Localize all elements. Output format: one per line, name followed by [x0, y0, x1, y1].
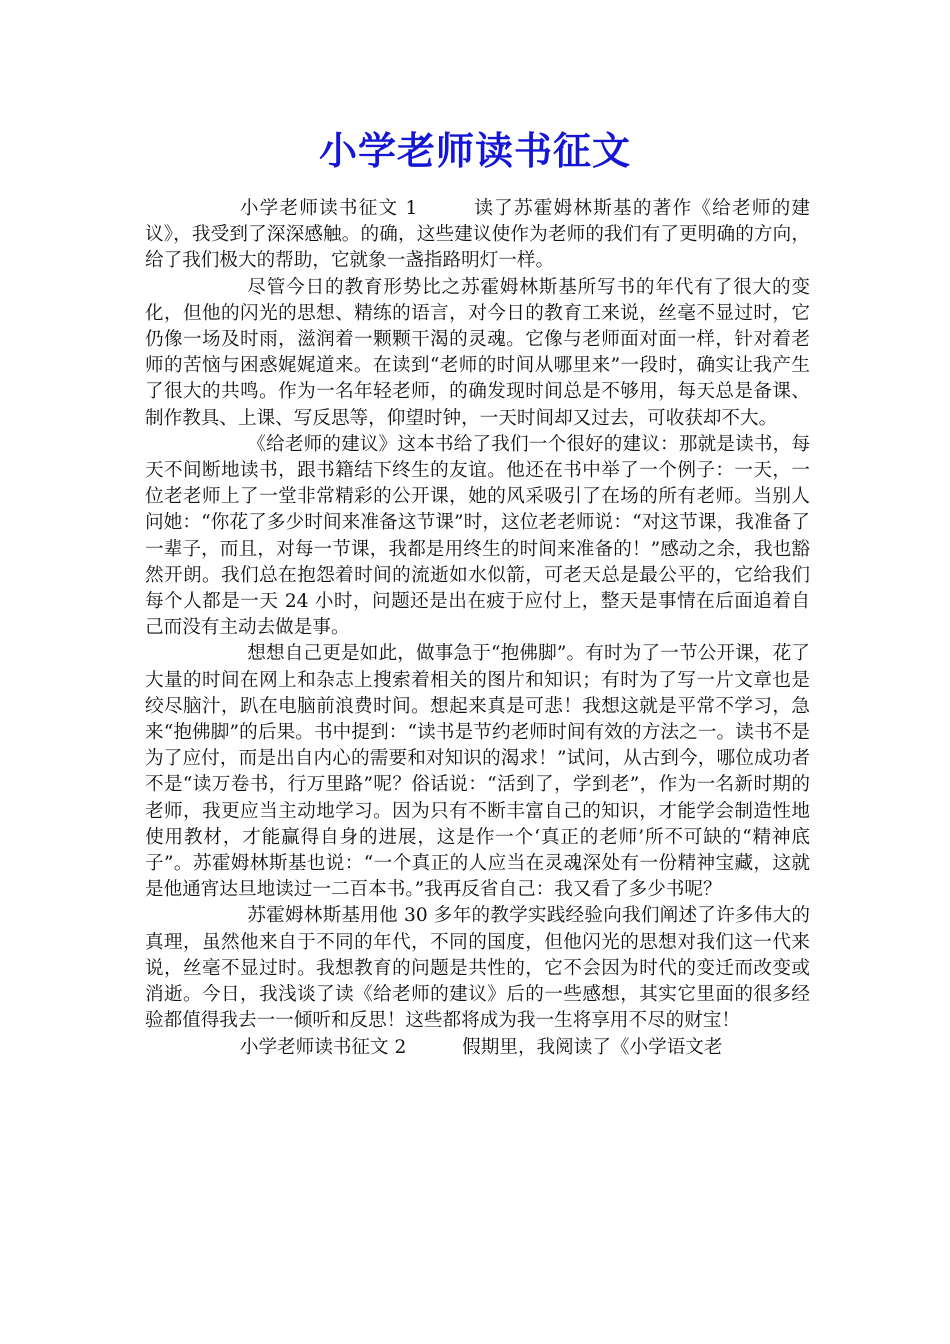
essay-2-label: 小学老师读书征文 2	[239, 1036, 407, 1058]
document-title: 小学老师读书征文	[318, 128, 631, 173]
paragraph-text: 假期里，我阅读了《小学语文老	[462, 1036, 723, 1058]
essay-1-paragraph-2: 尽管今日的教育形势比之苏霍姆林斯基所写书的年代有了很大的变化，但他的闪光的思想、精练的语言，对今日的教育工来说，丝毫不显过时，它仍像一场及时雨，滋润着一颗颗干渴的灵魂。它像与老师面对面一样，针对着老师的苦恼与困惑娓娓道来。在读到“老师的时间从哪里来”一段时，确实让我产生了很大的共鸣。作为一名年轻老师，的确发现时间总是不够用，每天总是备课、制作教具、上课、写反思等，仰望时钟，一天时间却又过去，可收获却不大。	[145, 276, 810, 429]
essay-1-paragraph-4: 想想自己更是如此，做事急于“抱佛脚”。有时为了一节公开课，花了大量的时间在网上和杂志上搜索着相关的图片和知识；有时为了写一片文章也是绞尽脑汁，趴在电脑前浪费时间。想起来真是可悲！我想这就是平常不学习，急来“抱佛脚”的后果。书中提到：“读书是节约老师时间有效的方法之一。读书不是为了应付，而是出自内心的需要和对知识的渴求！”试问，从古到今，哪位成功者不是“读万卷书，行万里路”呢？俗话说：“活到了，学到老”，作为一名新时期的老师，我更应当主动地学习。因为只有不断丰富自己的知识，才能学会制造性地使用教材，才能赢得自身的进展，这是作一个‘真正的老师’所不可缺的“精神底子”。苏霍姆林斯基也说：“一个真正的人应当在灵魂深处有一份精神宝藏，这就是他通宵达旦地读过一二百本书。”我再反省自己：我又看了多少书呢？	[145, 643, 810, 901]
essay-1-paragraph-5: 苏霍姆林斯基用他 30 多年的教学实践经验向我们阐述了许多伟大的真理，虽然他来自于不同的年代，不同的国度，但他闪光的思想对我们这一代来说，丝毫不显过时。我想教育的问题是共性的，它不会因为时代的变迁而改变或消逝。今日，我浅谈了读《给老师的建议》后的一些感想，其实它里面的很多经验都值得我去一一倾听和反思！这些都将成为我一生将享用不尽的财宝！	[145, 905, 810, 1032]
essay-1-label: 小学老师读书征文 1	[239, 198, 418, 219]
paragraph-text: 读了苏霍姆林斯基的著作《给老师的建议》，我受到了深深感触。的确，这些建议使作为老师的我们有了更明确的方向，给了我们极大的帮助，它就象一盏指路明灯一样。	[145, 198, 810, 272]
essay-2-paragraph-1	[145, 1035, 810, 1061]
document-body	[145, 196, 810, 1061]
essay-1-paragraph-3: 《给老师的建议》这本书给了我们一个很好的建议：那就是读书，每天不间断地读书，跟书籍结下终生的友谊。他还在书中举了一个例子：一天，一位老老师上了一堂非常精彩的公开课，她的风采吸引了在场的所有老师。当别人问她：“你花了多少时间来准备这节课”时，这位老老师说：“对这节课，我准备了一辈子，而且，对每一节课，我都是用终生的时间来准备的！”感动之余，我也豁然开朗。我们总在抱怨着时间的流逝如水似箭，可老天总是最公平的，它给我们每个人都是一天 24 小时，问题还是出在疲于应付上，整天是事情在后面追着自己而没有主动去做是事。	[145, 433, 810, 639]
essay-1-paragraph-1	[145, 196, 810, 275]
